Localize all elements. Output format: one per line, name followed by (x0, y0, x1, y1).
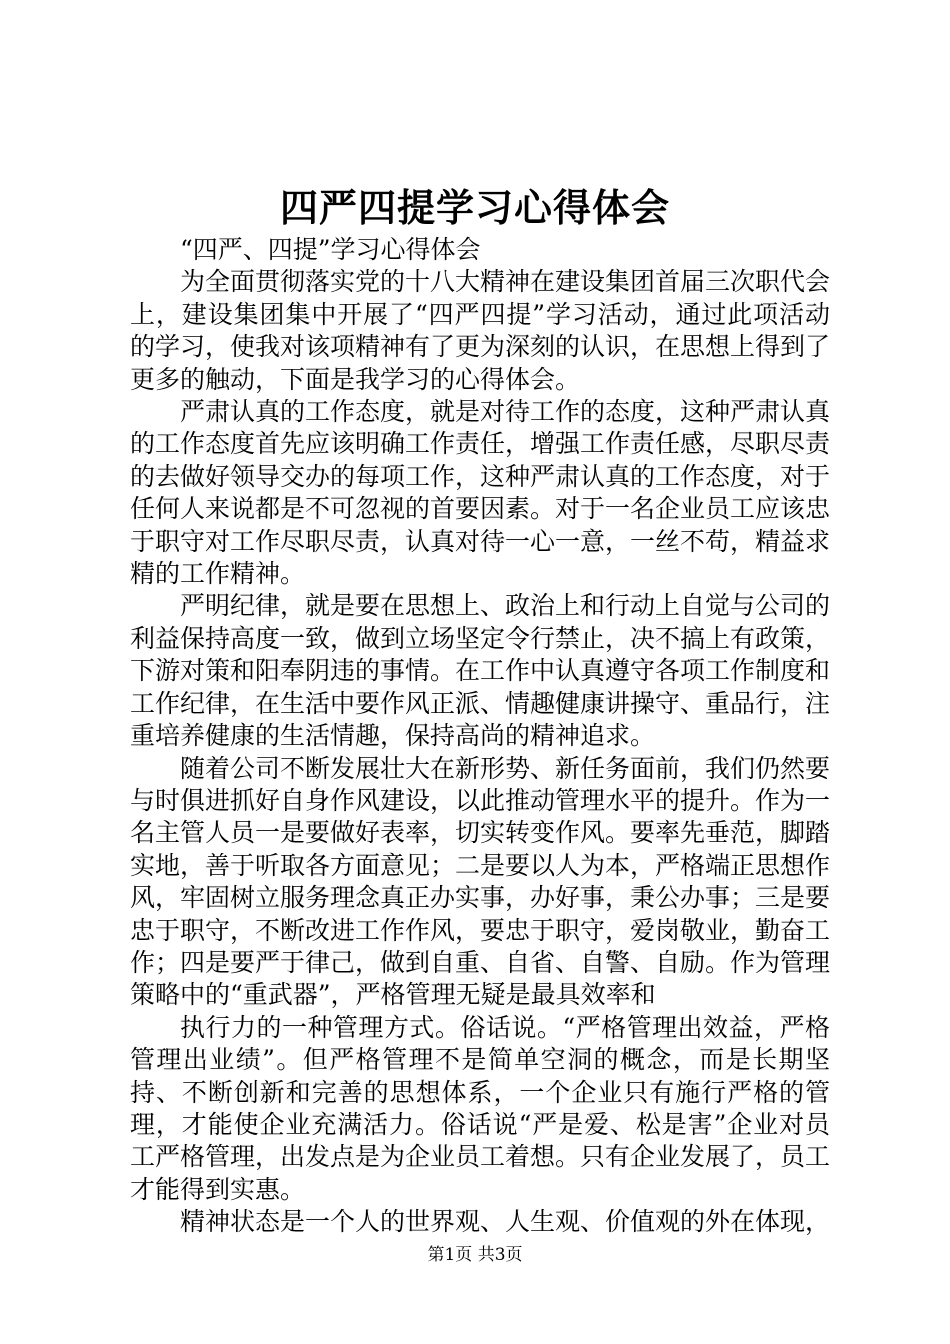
paragraph-spirit: 精神状态是一个人的世界观、人生观、价值观的外在体现， (180, 1207, 831, 1237)
document-body (130, 234, 830, 1239)
paragraph-style: 随着公司不断发展壮大在新形势、新任务面前，我们仍然要与时俱进抓好自身作风建设，以此推动管理水平的提升。作为一名主管人员一是要做好表率，切实转变作风。要率先垂范，脚踏实地，善于听取各方面意见；二是要以人为本，严格端正思想作风，牢固树立服务理念真正办实事，办好事，秉公办事；三是要忠于职守，不断改进工作作风，要忠于职守，爱岗敬业，勤奋工作；四是要严于律己，做到自重、自省、自警、自励。作为管理策略中的“重武器”，严格管理无疑是最具效率和 (130, 753, 831, 1010)
paragraph-subtitle: “四严、四提”学习心得体会 (180, 235, 481, 264)
paragraph-management: 执行力的一种管理方式。俗话说。“严格管理出效益，严格管理出业绩”。但严格管理不是简单空洞的概念，而是长期坚持、不断创新和完善的思想体系，一个企业只有施行严格的管理，才能使企业充满活力。俗话说“严是爱、松是害”企业对员工严格管理，出发点是为企业员工着想。只有企业发展了，员工才能得到实惠。 (130, 1012, 831, 1204)
paragraph-attitude: 严肃认真的工作态度，就是对待工作的态度，这种严肃认真的工作态度首先应该明确工作责任，增强工作责任感，尽职尽责的去做好领导交办的每项工作，这种严肃认真的工作态度，对于任何人来说都是不可忽视的首要因素。对于一名企业员工应该忠于职守对工作尽职尽责，认真对待一心一意，一丝不苟，精益求精的工作精神。 (130, 397, 831, 589)
paragraph-discipline: 严明纪律，就是要在思想上、政治上和行动上自觉与公司的利益保持高度一致，做到立场坚定令行禁止，决不搞上有政策，下游对策和阳奉阴违的事情。在工作中认真遵守各项工作制度和工作纪律，在生活中要作风正派、情趣健康讲操守、重品行，注重培养健康的生活情趣，保持高尚的精神追求。 (130, 591, 831, 751)
page-number-footer: 第1页 共3页 (427, 1245, 523, 1265)
paragraph-intro: 为全面贯彻落实党的十八大精神在建设集团首届三次职代会上，建设集团集中开展了“四严四提”学习活动，通过此项活动的学习，使我对该项精神有了更为深刻的认识，在思想上得到了更多的触动，下面是我学习的心得体会。 (130, 267, 831, 394)
document-title: 四严四提学习心得体会 (279, 185, 670, 230)
